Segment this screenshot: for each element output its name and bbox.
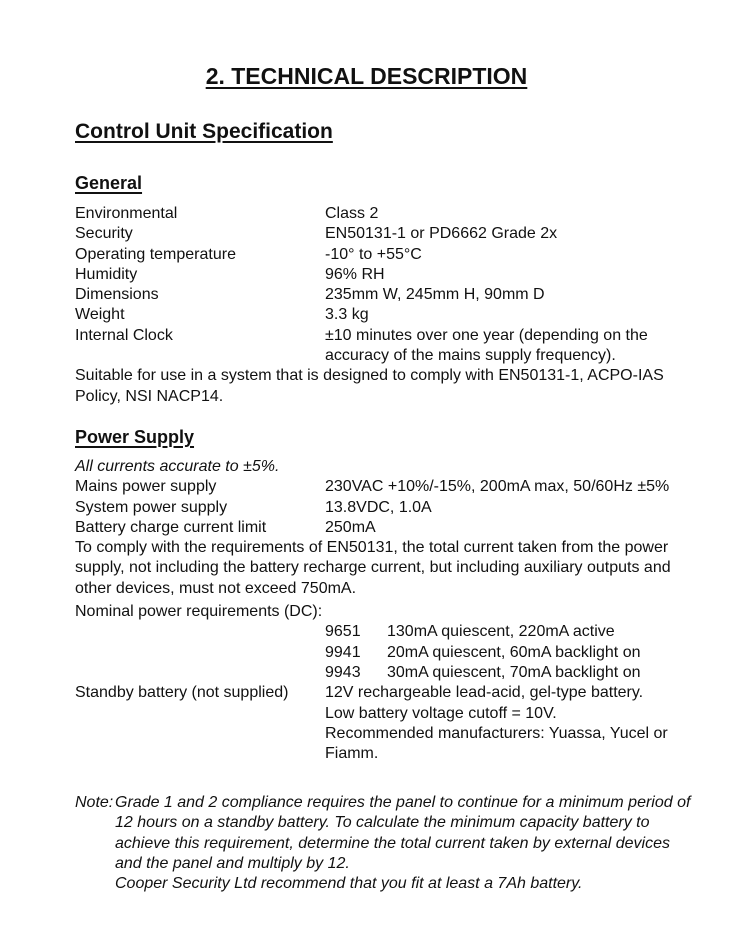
suitability-text: Suitable for use in a system that is designed to comply with EN50131-1, ACPO-IAS Policy, NSI NACP14. (75, 367, 664, 405)
spec-row (75, 204, 695, 224)
nominal-label: Nominal power requirements (DC): (75, 603, 323, 621)
note-block (75, 793, 695, 894)
general-spec-table (75, 204, 695, 407)
section-heading: Control Unit Specification (75, 120, 333, 143)
spec-value: 235mm W, 245mm H, 90mm D (325, 286, 545, 304)
power-heading: Power Supply (75, 427, 195, 447)
spec-value: 230VAC +10%/-15%, 200mA max, 50/60Hz ±5% (325, 478, 670, 496)
spec-row (75, 498, 695, 518)
spec-row (75, 224, 695, 244)
model-current: 130mA quiescent, 220mA active (387, 623, 615, 641)
general-heading: General (75, 173, 143, 193)
spec-label: Humidity (75, 265, 138, 283)
battery-row (75, 683, 695, 764)
power-spec-table (75, 457, 695, 764)
spec-row (75, 305, 695, 325)
compliance-text: To comply with the requirements of EN50131, the total current taken from the power supply, not including the battery recharge current, but including auxiliary outputs and other devices, must not exceed 750mA. (75, 539, 671, 597)
spec-value: 13.8VDC, 1.0A (325, 498, 432, 516)
spec-row (75, 518, 695, 538)
spec-value: -10° to +55°C (325, 245, 422, 263)
spec-value: EN50131-1 or PD6662 Grade 2x (325, 225, 558, 243)
page-title: 2. TECHNICAL DESCRIPTION (205, 63, 528, 89)
model-number: 9943 (325, 663, 361, 681)
spec-value: 250mA (325, 518, 376, 536)
model-current: 30mA quiescent, 70mA backlight on (387, 663, 641, 681)
spec-label: Battery charge current limit (75, 518, 267, 536)
spec-row (75, 265, 695, 285)
battery-line: Low battery voltage cutoff = 10V. (325, 704, 557, 722)
model-current: 20mA quiescent, 60mA backlight on (387, 643, 641, 661)
model-number: 9941 (325, 643, 361, 661)
nominal-row (75, 663, 695, 683)
spec-value: Class 2 (325, 205, 379, 222)
spec-label: Security (75, 225, 133, 243)
spec-label: Environmental (75, 205, 178, 222)
spec-row (75, 477, 695, 497)
spec-label: Operating temperature (75, 245, 236, 263)
note-text: Grade 1 and 2 compliance requires the panel to continue for a minimum period of 12 hours on a standby battery. To calculate the minimum capacity battery to achieve this requirement, determine the total current taken by external devices and the panel and multiply by 12. (115, 794, 691, 872)
battery-line: 12V rechargeable lead-acid, gel-type battery. (325, 684, 644, 702)
spec-label: Weight (75, 306, 125, 324)
spec-row (75, 285, 695, 305)
note-recommendation: Cooper Security Ltd recommend that you fit at least a 7Ah battery. (115, 875, 583, 893)
spec-label: Internal Clock (75, 326, 173, 344)
model-number: 9651 (325, 623, 361, 641)
spec-row (75, 245, 695, 265)
spec-label: System power supply (75, 498, 228, 516)
spec-row (75, 326, 695, 367)
battery-line: Recommended manufacturers: Yuassa, Yucel or Fiamm. (325, 724, 668, 763)
note-label: Note: (75, 794, 114, 811)
spec-value: ±10 minutes over one year (depending on the accuracy of the mains supply frequency). (325, 326, 648, 365)
nominal-row (75, 622, 695, 642)
nominal-row (75, 643, 695, 663)
spec-label: Dimensions (75, 286, 159, 304)
spec-value: 3.3 kg (325, 306, 369, 324)
spec-value: 96% RH (325, 265, 385, 283)
spec-label: Mains power supply (75, 478, 217, 496)
accuracy-note: All currents accurate to ±5%. (75, 458, 280, 475)
battery-label: Standby battery (not supplied) (75, 684, 289, 702)
